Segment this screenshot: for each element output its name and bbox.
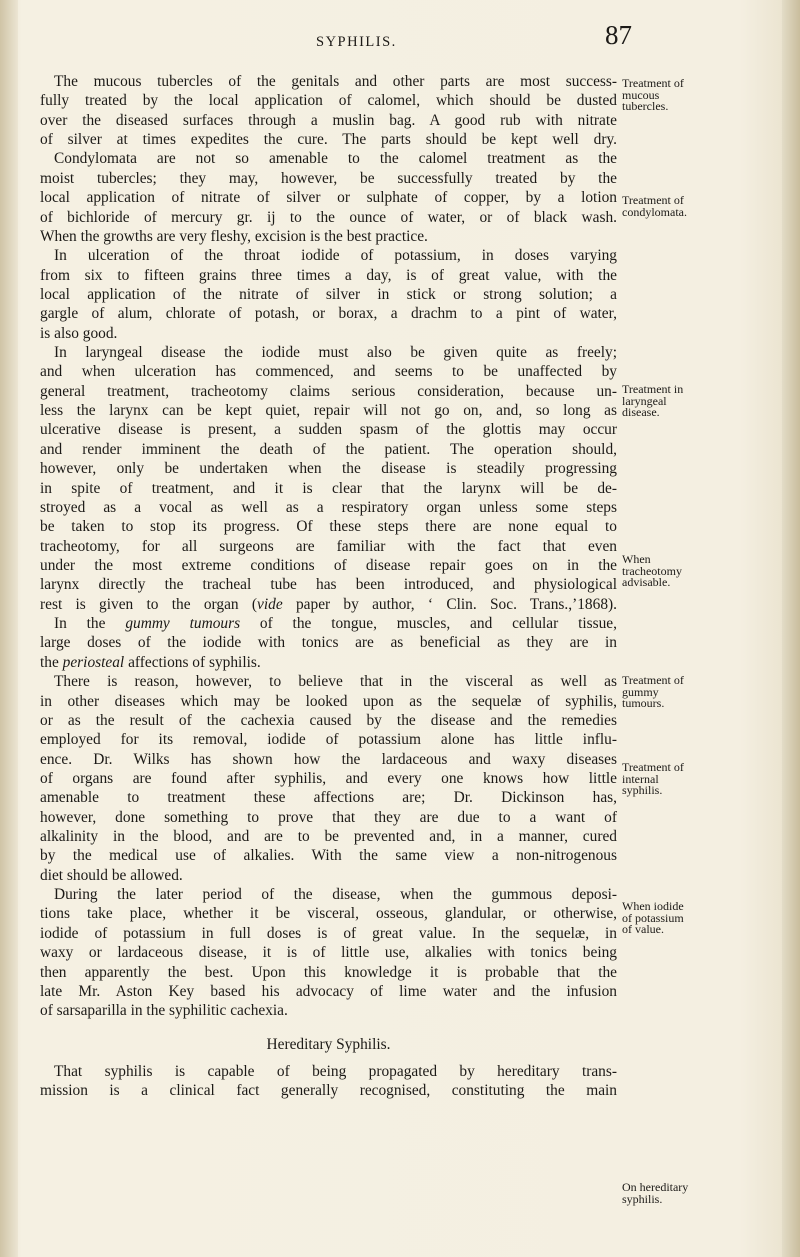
body-text-line: from six to fifteen grains three times a day, is of great value, with the [40, 266, 617, 284]
body-text-line: gargle of alum, chlorate of potash, or borax, a drachm to a pint of water, [40, 305, 617, 323]
sidenote-line: advisable. [622, 575, 671, 589]
body-text-line: in other diseases which may be looked upon as the sequelæ of syphilis, [40, 692, 617, 710]
sidenote-line: of potassium [622, 910, 684, 925]
sidenote-line: gummy [622, 684, 659, 699]
body-text-line: In ulceration of the throat iodide of potassium, in doses varying [54, 247, 617, 265]
body-text-line: tracheotomy, for all surgeons are familiar with the fact that even [40, 537, 617, 555]
body-text-line: alkalinity in the blood, and are to be prevented and, in a manner, cured [40, 828, 617, 846]
body-text-line: however, done something to prove that they are due to a want of [40, 808, 617, 826]
body-text-line: under the most extreme conditions of disease repair goes on in the [40, 556, 617, 574]
body-text-line: moist tubercles; they may, however, be successfully treated by the [40, 169, 617, 187]
body-text-line: be taken to stop its progress. Of these steps there are none equal to [40, 518, 617, 536]
closing-paragraph [40, 1062, 617, 1101]
body-paragraphs [40, 72, 617, 1021]
body-text-line: In the gummy tumours of the tongue, muscles, and cellular tissue, [54, 615, 617, 633]
body-text-line: of bichloride of mercury gr. ij to the ounce of water, or of black wash. [40, 208, 617, 226]
body-text-line: amenable to treatment these affections are; Dr. Dickinson has, [40, 789, 617, 807]
body-text-line: general treatment, tracheotomy claims serious consideration, because un- [40, 382, 617, 400]
sidenote-line: laryngeal [622, 393, 667, 408]
body-text-line: waxy or lardaceous disease, it is of little use, alkalies with tonics being [40, 944, 617, 962]
body-text-line: of organs are found after syphilis, and every one knows how little [40, 769, 617, 787]
sidenote-line: condylomata. [622, 204, 687, 219]
closing-text-line: mission is a clinical fact generally recognised, constituting the main [40, 1082, 617, 1100]
body-text-line: of silver at times expedites the cure. The parts should be kept well dry. [40, 131, 617, 149]
page-gutter [0, 0, 18, 1257]
running-title: SYPHILIS. [316, 34, 397, 50]
body-text-line: stroyed as a vocal as well as a respiratory organ unless some steps [40, 498, 617, 516]
body-text-line: diet should be allowed. [40, 866, 183, 884]
body-text [40, 72, 617, 1101]
closing-text-line: That syphilis is capable of being propagated by hereditary trans- [54, 1062, 617, 1080]
sidenote [622, 78, 772, 113]
sidenote-line: When iodide [622, 899, 684, 913]
sidenote [622, 901, 772, 936]
body-text-line: over the diseased surfaces through a muslin bag. A good rub with nitrate [40, 111, 617, 129]
page-header [0, 6, 800, 50]
sidenote-line: Treatment of [622, 760, 684, 774]
body-text-line: of sarsaparilla in the syphilitic cachexia. [40, 1002, 288, 1020]
sidenote [622, 762, 772, 797]
body-text-line: and render imminent the death of the patient. The operation should, [40, 440, 617, 458]
body-text-line: local application of nitrate of silver or sulphate of copper, by a lotion [40, 189, 617, 207]
body-text-line: larynx directly the tracheal tube has been introduced, and physiological [40, 576, 617, 594]
body-text-line: The mucous tubercles of the genitals and other parts are most success- [54, 73, 617, 90]
body-text-line: late Mr. Aston Key based his advocacy of lime water and the infusion [40, 982, 617, 1000]
body-text-line: During the later period of the disease, when the gummous deposi- [54, 886, 617, 904]
sidenote [622, 1182, 772, 1205]
sidenote-line: tubercles. [622, 99, 669, 113]
sidenote-line: syphilis. [622, 783, 663, 797]
page-number: 87 [605, 20, 632, 50]
body-text-line: In laryngeal disease the iodide must also be given quite as freely; [54, 344, 617, 362]
body-text-line: and when ulceration has commenced, and seems to be unaffected by [40, 363, 617, 381]
body-text-line: fully treated by the local application of calomel, which should be dusted [40, 92, 617, 110]
body-text-line: When the growths are very fleshy, excision is the best practice. [40, 227, 428, 245]
body-text-line: the periosteal affections of syphilis. [40, 653, 261, 671]
sidenote [622, 675, 772, 710]
sidenote-line: Treatment of [622, 193, 684, 207]
body-text-line: tions take place, whether it be visceral, osseous, glandular, or otherwise, [40, 905, 617, 923]
sidenote-line: When [622, 552, 651, 566]
sidenote [622, 384, 772, 419]
body-text-line: is also good. [40, 324, 118, 342]
sidenote-line: Treatment in [622, 382, 684, 396]
body-text-line: in spite of treatment, and it is clear that the larynx will be de- [40, 479, 617, 497]
sidenote-line: of value. [622, 922, 664, 936]
sidenote-line: disease. [622, 405, 660, 419]
sidenote [622, 195, 772, 218]
body-text-line: ence. Dr. Wilks has shown how the lardaceous and waxy diseases [40, 750, 617, 768]
section-heading: Hereditary Syphilis. [266, 1035, 391, 1053]
sidenote-line: tumours. [622, 696, 665, 710]
body-text-line: less the larynx can be kept quiet, repair will not go on, and, so long as [40, 402, 617, 420]
body-text-line: rest is given to the organ (vide paper by author, ‘ Clin. Soc. Trans.,’1868). [40, 595, 617, 613]
body-text-line: then apparently the best. Upon this knowledge it is probable that the [40, 963, 617, 981]
body-text-line: local application of the nitrate of silver in stick or strong solution; a [40, 285, 617, 303]
sidenote [622, 554, 772, 589]
sidenote-line: On hereditary [622, 1180, 689, 1194]
body-text-line: by the medical use of alkalies. With the same view a non-nitrogenous [40, 847, 617, 865]
body-text-line: There is reason, however, to believe that in the visceral as well as [54, 673, 617, 691]
sidenote-line: tracheotomy [622, 563, 682, 578]
sidenote-line: mucous [622, 87, 660, 102]
body-text-line: large doses of the iodide with tonics are as beneficial as they are in [40, 634, 617, 652]
body-text-line: Condylomata are not so amenable to the calomel treatment as the [54, 150, 617, 168]
body-text-line: ulcerative disease is present, a sudden spasm of the glottis may occur [40, 421, 617, 439]
body-text-line: however, only be undertaken when the disease is steadily progressing [40, 460, 617, 478]
body-text-line: employed for its removal, iodide of potassium alone has little influ- [40, 731, 617, 749]
body-text-line: or as the result of the cachexia caused by the disease and the remedies [40, 711, 617, 729]
sidenote-line: syphilis. [622, 1191, 663, 1206]
page-edge [782, 0, 800, 1257]
sidenote-line: Treatment of [622, 76, 684, 90]
sidenote-line: internal [622, 771, 659, 786]
body-text-line: iodide of potassium in full doses is of great value. In the sequelæ, in [40, 924, 617, 942]
sidenote-line: Treatment of [622, 673, 684, 687]
